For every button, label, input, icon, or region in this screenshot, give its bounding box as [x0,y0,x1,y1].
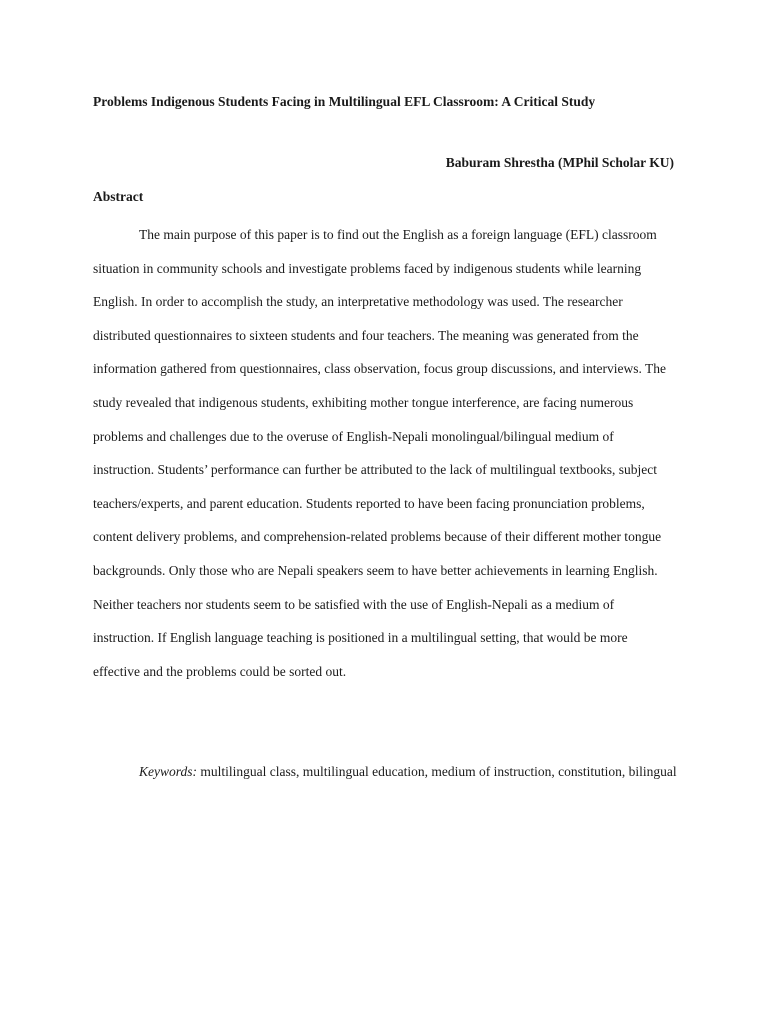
keywords-list: multilingual class, multilingual education, medium of instruction, constitution, bilingual [197,764,677,779]
author-line: Baburam Shrestha (MPhil Scholar KU) [445,155,674,170]
paper-title: Problems Indigenous Students Facing in Multilingual EFL Classroom: A Critical Study [93,94,596,109]
keywords-label: Keywords: [139,764,197,779]
abstract-heading: Abstract [93,189,144,204]
abstract-paragraph: The main purpose of this paper is to find out the English as a foreign language (EFL) classroom situation in community schools and investigate problems faced by indigenous students while learning English. In order to accomplish the study, an interpretative methodology was used. The researcher distributed questionnaires to sixteen students and four teachers. The meaning was generated from the information gathered from questionnaires, class observation, focus group discussions, and interviews. The study revealed that indigenous students, exhibiting mother tongue interference, are facing numerous problems and challenges due to the overuse of English-Nepali monolingual/bilingual medium of instruction. Students’ performance can further be attributed to the lack of multilingual textbooks, subject teachers/experts, and parent education. Students reported to have been facing pronunciation problems, content delivery problems, and comprehension-related problems because of their different mother tongue backgrounds. Only those who are Nepali speakers seem to have better achievements in learning English. Neither teachers nor students seem to be satisfied with the use of English-Nepali as a medium of instruction. If English language teaching is positioned in a multilingual setting, that would be more effective and the problems could be sorted out. [93,227,666,679]
keywords-paragraph [93,755,677,789]
